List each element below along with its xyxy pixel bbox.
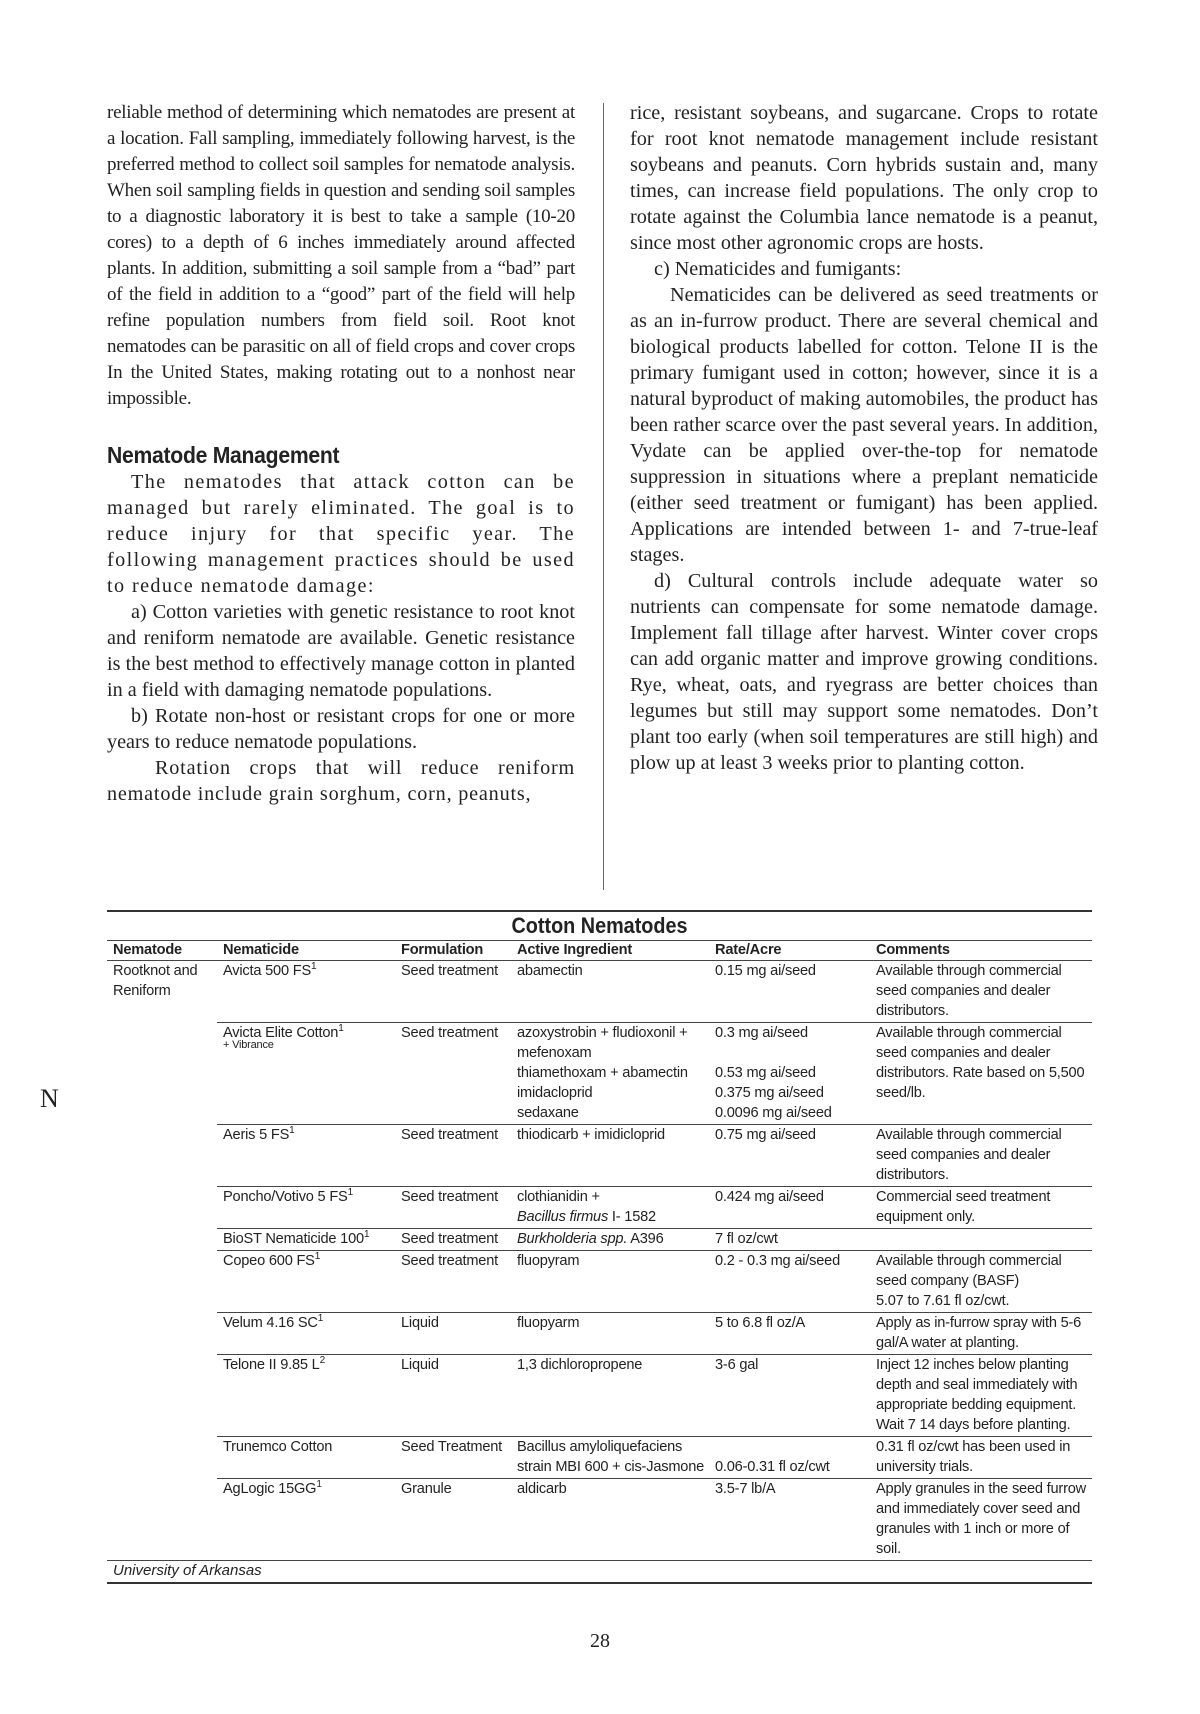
rotation-paragraph: rice, resistant soybeans, and sugarcane. Crops to rotate for root knot nematode management include resistant soybeans and peanuts. Corn hybrids sustain and, many times, can increase field populations. The only crop to rotate against the Columbia lance nematode is a peanut, since most other agronomic crops are hosts.	[630, 102, 1098, 254]
rate-cell: 3.5-7 lb/A	[709, 1479, 870, 1561]
nematicide-cell: Velum 4.16 $SC^1$	[217, 1313, 395, 1355]
table-row	[107, 1125, 1092, 1187]
nematicide-cell: Poncho/Votivo 5 $FS^1$	[217, 1187, 395, 1229]
nematicide-cell: Avicta Elite Cotton$^1$ + Vibrance	[217, 1023, 395, 1125]
table-source: University of Arkansas	[107, 1560, 1092, 1582]
nematode-group-cell: Rootknot and Reniform	[113, 963, 198, 999]
comments-cell: Apply as in-furrow spray with 5-6 gal/A water at planting.	[870, 1313, 1092, 1355]
table-row	[107, 1313, 1092, 1355]
active-cell: 1,3 dichloropropene	[511, 1355, 709, 1437]
header-comments: Comments	[870, 941, 1092, 961]
header-formulation: Formulation	[395, 941, 511, 961]
table-bottom-rule	[107, 1582, 1092, 1584]
table-row	[107, 1229, 1092, 1251]
table-row	[107, 1251, 1092, 1313]
rate-cell: 0.15 mg ai/seed	[715, 963, 816, 979]
rate-cell: 0.424 mg ai/seed	[709, 1187, 870, 1229]
active-cell: aldicarb	[511, 1479, 709, 1561]
header-active-ingredient: Active Ingredient	[511, 941, 709, 961]
active-cell: fluopyram	[511, 1251, 709, 1313]
formulation-cell: Liquid	[395, 1313, 511, 1355]
formulation-cell: Seed treatment	[395, 1229, 511, 1251]
nematicide-cell: Avicta 500 $FS^1$	[223, 961, 317, 979]
table-header-row	[107, 941, 1092, 961]
table-row	[107, 1187, 1092, 1229]
comments-cell: Commercial seed treatment equipment only.	[870, 1187, 1092, 1229]
formulation-cell: Seed treatment	[401, 963, 498, 979]
nematicide-cell: BioST Nematicide $100^1$	[217, 1229, 395, 1251]
comments-cell: Available through commercial seed companies and dealer distributors.	[870, 1125, 1092, 1187]
formulation-cell: Seed treatment	[395, 1251, 511, 1313]
right-column	[630, 100, 1098, 776]
nematicides-paragraph: Nematicides can be delivered as seed treatments or as an in-furrow product. There are several chemical and biological products labelled for cotton. Telone II is the primary fumigant used in cotton; however, since it is a natural byproduct of making automobiles, the product has been rather scarce over the past several years. In addition, Vydate can be applied over-the-top for nematode suppression in situations where a preplant nematicide (either seed treatment or fumigant) has been applied. Applications are intended between 1- and 7-true-leaf stages.	[630, 284, 1098, 566]
section-heading: Nematode Management	[107, 442, 340, 468]
mgmt-paragraph-1: The nematodes that attack cotton can be managed but rarely eliminated. The goal is to reduce injury for that specific year. The following management practices should be used to reduce nematode damage:	[107, 471, 575, 597]
comments-cell: Apply granules in the seed furrow and immediately cover seed and granules with 1 inch or more of soil.	[870, 1479, 1092, 1561]
formulation-cell: Seed treatment	[395, 1023, 511, 1125]
comments-cell: Available through commercial seed companies and dealer distributors.	[876, 963, 1062, 1019]
active-cell: abamectin	[517, 963, 583, 979]
nematicides-subheading: c) Nematicides and fumigants:	[654, 258, 902, 280]
formulation-cell: Seed treatment	[395, 1125, 511, 1187]
formulation-cell: Granule	[395, 1479, 511, 1561]
active-cell: fluopyarm	[511, 1313, 709, 1355]
comments-cell: Available through commercial seed company (BASF) 5.07 to 7.61 fl oz/cwt.	[870, 1251, 1092, 1313]
formulation-cell: Seed Treatment	[395, 1437, 511, 1479]
active-cell: thiodicarb + imidicloprid	[511, 1125, 709, 1187]
table-row	[107, 1023, 1092, 1125]
active-cell: azoxystrobin + fludioxonil + mefenoxam thiamethoxam + abamectin imidacloprid sedaxane	[511, 1023, 709, 1125]
header-nematode: Nematode	[107, 941, 217, 961]
cotton-nematodes-table	[107, 910, 1092, 1584]
mgmt-paragraph-3: b) Rotate non-host or resistant crops for one or more years to reduce nematode populations.	[107, 705, 575, 753]
page-number: 28	[590, 1630, 610, 1652]
table-row	[107, 961, 1092, 1023]
side-tab-letter: N	[40, 1084, 59, 1113]
active-cell: Burkholderia spp. A396	[511, 1229, 709, 1251]
active-cell: clothianidin + Bacillus firmus I- 1582	[511, 1187, 709, 1229]
formulation-cell: Seed treatment	[395, 1187, 511, 1229]
rate-cell: 5 to 6.8 fl oz/A	[709, 1313, 870, 1355]
mgmt-paragraph-2: a) Cotton varieties with genetic resistance to root knot and reniform nematode are available. Genetic resistance is the best method to effectively manage cotton in planted in a field with damaging nematode populations.	[107, 601, 575, 701]
table-row	[107, 1355, 1092, 1437]
left-column	[107, 100, 575, 807]
nematicide-cell: Aeris 5 $FS^1$	[217, 1125, 395, 1187]
left-intro-paragraph: reliable method of determining which nematodes are present at a location. Fall sampling, immediately following harvest, is the preferred method to collect soil samples for nematode analysis. When soil sampling fields in question and sending soil samples to a diagnostic laboratory it is best to take a sample (10-20 cores) to a depth of 6 inches immediately around affected plants. In addition, submitting a soil sample from a “bad” part of the field in addition to a “good” part of the field will help refine population numbers from field soil. Root knot nematodes can be parasitic on all of field crops and cover crops In the United States, making rotating out to a nonhost near impossible.	[107, 102, 575, 409]
cultural-controls-paragraph: d) Cultural controls include adequate water so nutrients can compensate for some nematode damage. Implement fall tillage after harvest. Winter cover crops can add organic matter and improve growing conditions. Rye, wheat, oats, and ryegrass are better choices than legumes but still may support some nematodes. Don’t plant too early (when soil temperatures are still high) and plow up at least 3 weeks prior to planting cotton.	[630, 570, 1098, 774]
table-row	[107, 1479, 1092, 1561]
rate-cell: 0.2 - 0.3 mg ai/seed	[709, 1251, 870, 1313]
table-title: Cotton Nematodes	[511, 913, 688, 938]
comments-cell: 0.31 fl oz/cwt has been used in university trials.	[870, 1437, 1092, 1479]
nematicide-cell: Trunemco Cotton	[217, 1437, 395, 1479]
nematicide-table	[107, 940, 1092, 1560]
formulation-cell: Liquid	[395, 1355, 511, 1437]
mgmt-paragraph-4: Rotation crops that will reduce reniform nematode include grain sorghum, corn, peanuts,	[107, 757, 575, 805]
comments-cell: Inject 12 inches below planting depth and seal immediately with appropriate bedding equipment. Wait 7 14 days before planting.	[870, 1355, 1092, 1437]
header-nematicide: Nematicide	[217, 941, 395, 961]
rate-cell: 3-6 gal	[709, 1355, 870, 1437]
table-row	[107, 1437, 1092, 1479]
comments-cell	[870, 1229, 1092, 1251]
rate-cell: 0.3 mg ai/seed 0.53 mg ai/seed 0.375 mg ai/seed 0.0096 mg ai/seed	[709, 1023, 870, 1125]
rate-cell: 0.75 mg ai/seed	[709, 1125, 870, 1187]
rate-cell: 0.06-0.31 fl oz/cwt	[709, 1437, 870, 1479]
column-divider	[603, 103, 604, 890]
comments-cell: Available through commercial seed companies and dealer distributors. Rate based on 5,500 seed/lb.	[870, 1023, 1092, 1125]
active-cell: Bacillus amyloliquefaciens strain MBI 600 + cis-Jasmone	[511, 1437, 709, 1479]
nematicide-cell: AgLogic $15GG^1$	[217, 1479, 395, 1561]
nematicide-cell: Copeo 600 $FS^1$	[217, 1251, 395, 1313]
nematicide-cell: Telone II 9.85 $L^2$	[217, 1355, 395, 1437]
header-rate: Rate/Acre	[709, 941, 870, 961]
rate-cell: 7 fl oz/cwt	[709, 1229, 870, 1251]
